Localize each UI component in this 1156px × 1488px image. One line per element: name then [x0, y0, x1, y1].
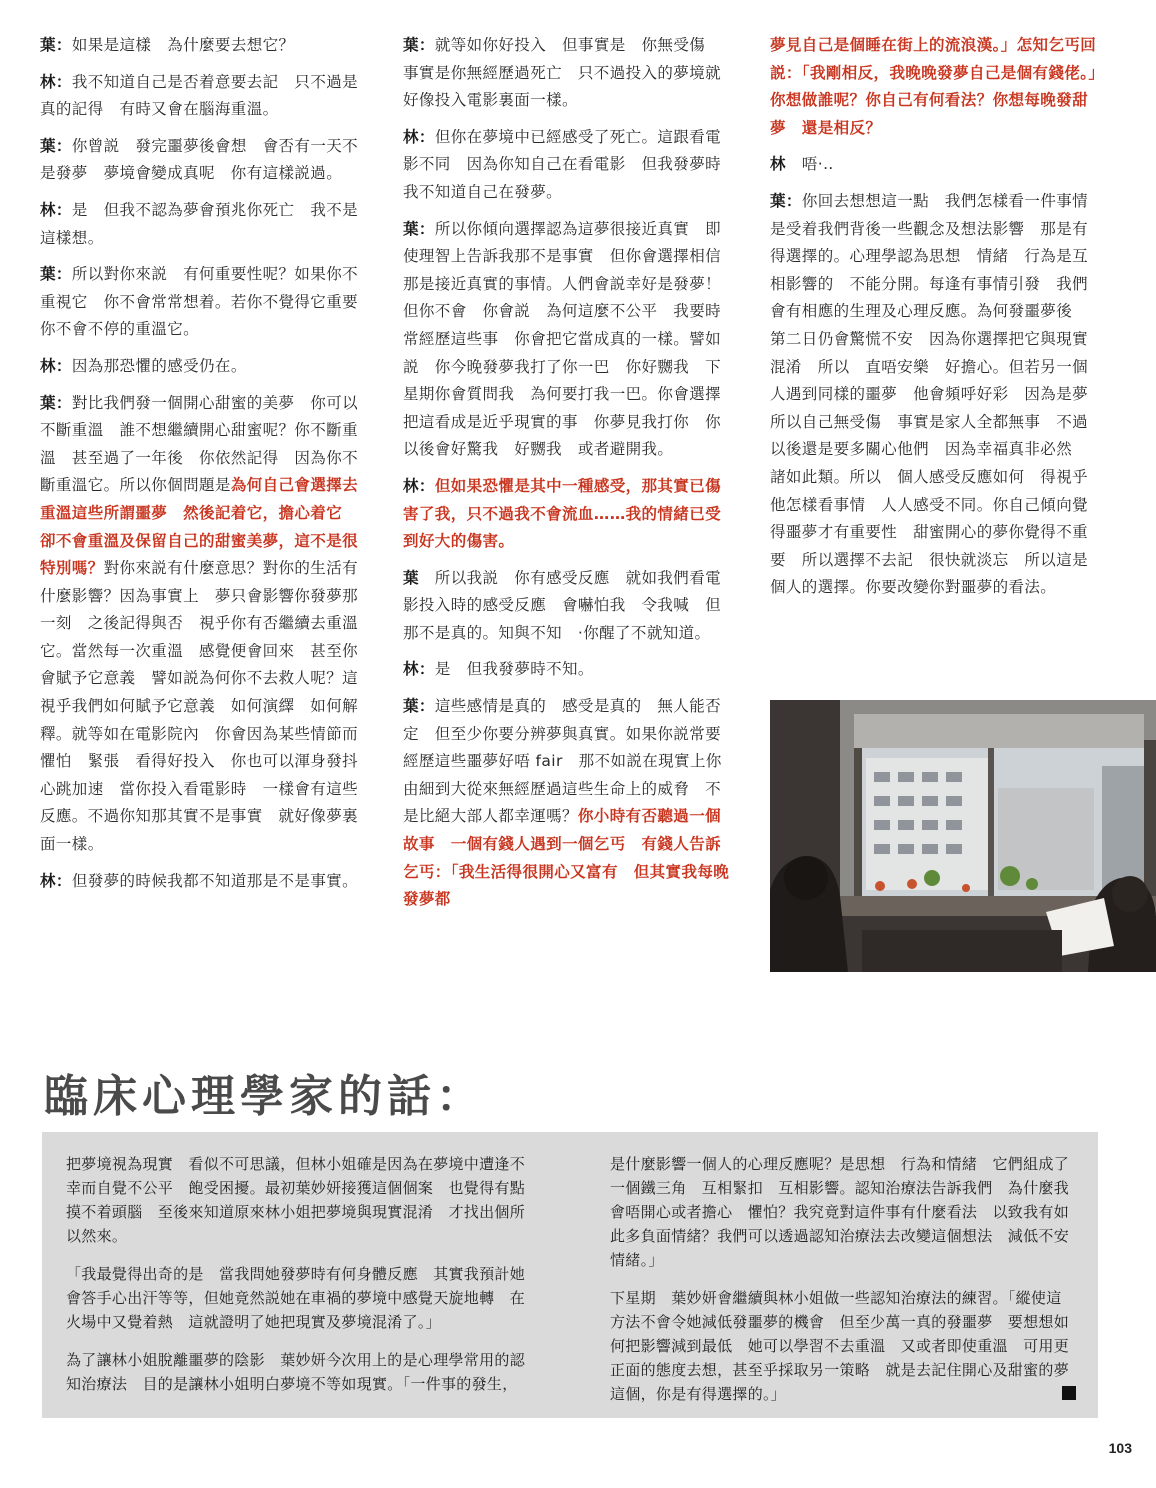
dialogue-paragraph — [40, 353, 365, 381]
dialogue-text: 就等如你好投入 但事實是 你無受傷 事實是你無經歷過死亡 只不過投入的夢境就好像投入電影裏面一樣。 — [403, 36, 722, 110]
highlighted-text: 你小時有否聽過一個故事 一個有錢人遇到一個乞丐 有錢人告訴乞丐：「我生活得很開心又富有 但其實我每晚發夢都 — [403, 807, 730, 909]
dialogue-text: 所以對你來説 有何重要性呢？如果你不重視它 你不會常常想着。若你不覺得它重要 你不會不停的重溫它。 — [40, 265, 374, 339]
highlighted-text: 為何自己會選擇去重溫這些所謂噩夢 然後記着它，擔心着它 卻不會重溫及保留自己的甜蜜美夢，這不是很特別嗎？ — [40, 476, 359, 578]
comment-column-left — [66, 1152, 528, 1410]
dialogue-text: 對你來説有什麼意思？對你的生活有什麼影響？因為事實上 夢只會影響你發夢那一刻 之後記得與否 視乎你有否繼續去重溫它。當然每一次重溫 感覺便會回來 甚至你會賦予它意義 譬如説為何你不去救人呢？這視乎我們如何賦予它意義 如何演繹 如何解釋。就等如在電影院內 你會因為某些情節而懼怕 緊張 看得好投入 你也可以渾身發抖心跳加速 當你投入看電影時 一樣會有這些反應。不過你知那其實不是事實 就好像夢裏面一樣。 — [40, 559, 359, 854]
comment-paragraph: 下星期 葉妙妍會繼續與林小姐做一些認知治療法的練習。「縱使這方法不會令她減低發噩夢的機會 但至少萬一真的發噩夢 要想想如何把影響減到最低 她可以學習不去重溫 又或者即使重溫 可用更正面的態度去想，甚至乎採取另一策略 就是去記住開心及甜蜜的夢 這個，你是有得選擇的。」 — [610, 1289, 1085, 1403]
speaker-label: 林： — [40, 871, 72, 890]
dialogue-text: 因為那恐懼的感受仍在。 — [71, 356, 247, 375]
comment-column-right — [610, 1152, 1085, 1420]
dialogue-paragraph — [403, 565, 731, 648]
speaker-label: 葉 — [403, 568, 419, 587]
dialogue-paragraph — [40, 69, 365, 124]
dialogue-paragraph — [40, 261, 374, 344]
dialogue-column-2 — [403, 32, 737, 923]
interview-photo — [770, 700, 1156, 972]
comment-paragraph: 是什麼影響一個人的心理反應呢？是思想 行為和情緒 它們組成了一個鐵三角 互相緊扣 互相影響。認知治療法告訴我們 為什麼我會唔開心或者擔心 懼怕？我究竟對這件事有什麼看法 以致我有如此多負面情緒？我們可以透過認知治療法去改變這個想法 減低不安情緒。」 — [610, 1155, 1070, 1269]
speaker-label: 林： — [403, 660, 435, 679]
dialogue-text: 是 但我不認為夢會預兆你死亡 我不是這樣想。 — [40, 200, 359, 247]
dialogue-paragraph — [40, 133, 365, 188]
speaker-label: 葉： — [403, 219, 435, 238]
dialogue-paragraph — [770, 188, 1104, 602]
dialogue-text: 所以我説 你有感受反應 就如我們看電影投入時的感受反應 會嚇怕我 令我喊 但那不是真的。知與不知 ·你醒了不就知道。 — [403, 568, 722, 642]
dialogue-text: 是 但我發夢時不知。 — [434, 660, 594, 679]
dialogue-text: 我不知道自己是否着意要去記 只不過是真的記得 有時又會在腦海重溫。 — [40, 72, 359, 119]
dialogue-paragraph — [40, 32, 365, 60]
comment-paragraph: 把夢境視為現實 看似不可思議，但林小姐確是因為在夢境中遭逢不幸而自覺不公平 飽受困擾。最初葉妙妍接獲這個個案 也覺得有點摸不着頭腦 至後來知道原來林小姐把夢境與現實混淆 才找出個所以然來。 — [66, 1155, 526, 1245]
interview-photo-illustration — [770, 700, 1156, 972]
highlighted-text: 夢見自己是個睡在街上的流浪漢。」怎知乞丐回説：「我剛相反，我晚晚發夢自己是個有錢佬。」你想做誰呢？你自己有何看法？你想每晚發甜夢 還是相反？ — [770, 36, 1097, 137]
dialogue-paragraph — [770, 151, 1098, 179]
dialogue-paragraph — [40, 868, 365, 896]
speaker-label: 林： — [40, 356, 72, 375]
speaker-label: 林： — [40, 200, 72, 219]
dialogue-paragraph — [40, 197, 365, 252]
dialogue-text: 這些感情是真的 感受是真的 無人能否定 但至少你要分辨夢與真實。如果你説常要經歷這些噩夢好唔 fair 那不如説在現實上你由細到大從來無經歷過這些生命上的威脅 不是比絕大部人都幸運嗎？ — [403, 697, 722, 826]
speaker-label: 林： — [403, 476, 435, 495]
page-number: 103 — [1108, 1440, 1132, 1456]
speaker-label: 林： — [403, 127, 435, 146]
dialogue-paragraph — [770, 32, 1098, 142]
speaker-label: 葉： — [403, 697, 435, 716]
dialogue-text: 但發夢的時候我都不知道那是不是事實。 — [71, 871, 359, 890]
dialogue-text: 對比我們發一個開心甜蜜的美夢 你可以不斷重溫 誰不想繼續開心甜蜜呢？你不斷重溫 甚至過了一年後 你依然記得 因為你不斷重溫它。所以你個問題是 — [40, 393, 359, 495]
speaker-label: 林： — [40, 72, 72, 91]
dialogue-text: 唔·‥ — [785, 155, 834, 174]
comment-paragraph: 為了讓林小姐脫離噩夢的陰影 葉妙妍今次用上的是心理學常用的認知治療法 目的是讓林小姐明白夢境不等如現實。「一件事的發生， — [66, 1351, 526, 1393]
speaker-label: 葉： — [40, 136, 72, 155]
dialogue-column-3 — [770, 32, 1104, 611]
dialogue-paragraph — [403, 32, 731, 115]
dialogue-column-1 — [40, 32, 374, 904]
psychologist-comment-box — [42, 1132, 1098, 1418]
comment-paragraph: 「我最覺得出奇的是 當我問她發夢時有何身體反應 其實我預計她會答手心出汗等等，但她竟然説她在車禍的夢境中感覺天旋地轉 在火場中又覺着熱 這就證明了她把現實及夢境混淆了。」 — [66, 1265, 526, 1331]
dialogue-paragraph — [403, 693, 731, 914]
highlighted-text: 但如果恐懼是其中一種感受，那其實已傷害了我，只不過我不會流血……我的情緒已受到好大的傷害。 — [403, 476, 722, 551]
dialogue-paragraph — [403, 473, 731, 556]
dialogue-text: 所以你傾向選擇認為這夢很接近真實 即使理智上告訴我那不是事實 但你會選擇相信那是接近真實的事情。人們會説幸好是發夢！但你不會 你會説 為何這麼不公平 我要時常經歷這些事 你會把它當成真的一樣。譬如説 你今晚發夢我打了你一巴 你好嬲我 下星期你會質問我 為何要打我一巴。你會選擇把這看成是近乎現實的事 你夢見我打你 你以後會好驚我 好嬲我 或者避開我。 — [403, 219, 722, 459]
speaker-label: 葉： — [40, 265, 72, 284]
dialogue-paragraph — [403, 124, 737, 207]
dialogue-paragraph — [403, 216, 731, 464]
end-of-article-mark — [1062, 1386, 1076, 1400]
dialogue-text: 但你在夢境中已經感受了死亡。這跟看電影不同 因為你知自己在看電影 但我發夢時 我不知道自己在發夢。 — [403, 127, 737, 201]
dialogue-paragraph — [403, 656, 731, 684]
dialogue-text: 如果是這樣 為什麼要去想它？ — [71, 36, 295, 54]
dialogue-text: 你曾説 發完噩夢後會想 會否有一天不是發夢 夢境會變成真呢 你有這樣説過。 — [40, 136, 359, 183]
speaker-label: 葉： — [40, 393, 72, 412]
speaker-label: 葉： — [403, 36, 435, 54]
dialogue-paragraph — [40, 390, 365, 859]
speaker-label: 葉： — [40, 36, 72, 54]
dialogue-text: 你回去想想這一點 我們怎樣看一件事情 是受着我們背後一些觀念及想法影響 那是有得選擇的。心理學認為思想 情緒 行為是互相影響的 不能分開。每逢有事情引發 我們會有相應的生理及心理反應。為何發噩夢後 第二日仍會驚慌不安 因為你選擇把它與現實混淆 所以 直唔安樂 好擔心。但若另一個人遇到同樣的噩夢 他會頻呼好彩 因為是夢 所以自己無受傷 事實是家人全都無事 不過以後還是要多關心他們 因為幸福真非必然 諸如此類。所以 個人感受反應如何 得視乎他怎樣看事情 人人感受不同。你自己傾向覺得噩夢才有重要性 甜蜜開心的夢你覺得不重要 所以選擇不去記 很快就淡忘 所以這是個人的選擇。你要改變你對噩夢的看法。 — [770, 191, 1104, 597]
section-title: 臨床心理學家的話： — [44, 1071, 485, 1122]
speaker-label: 林 — [770, 155, 786, 174]
speaker-label: 葉： — [770, 191, 802, 210]
